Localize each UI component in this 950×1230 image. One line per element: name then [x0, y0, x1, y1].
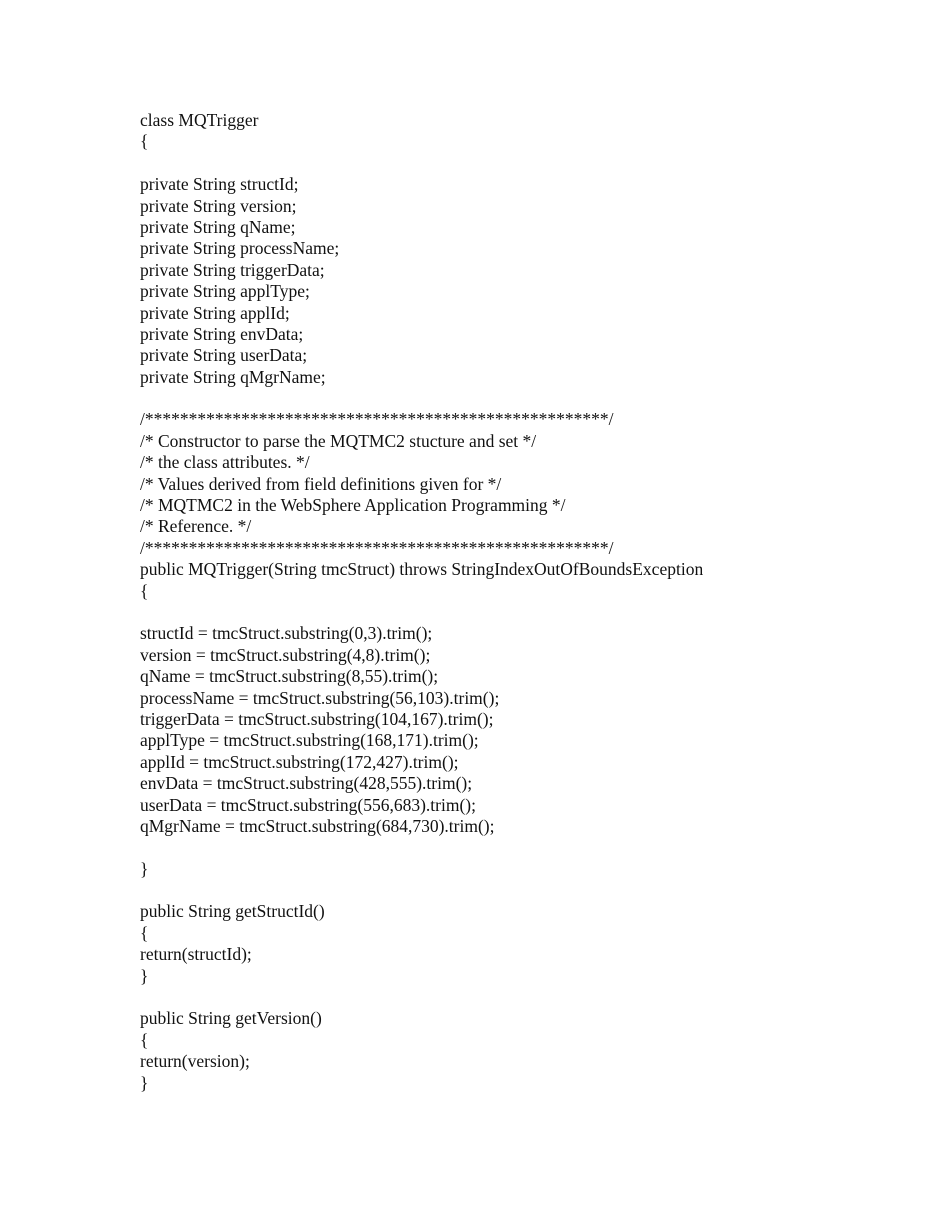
field-declaration: private String qName;: [140, 216, 296, 237]
class-declaration: class MQTrigger: [140, 110, 259, 130]
constructor-close-brace: }: [140, 858, 149, 879]
comment-line: /* MQTMC2 in the WebSphere Application Programming */: [140, 495, 566, 516]
field-declaration: private String version;: [140, 195, 297, 216]
blank-line: [140, 602, 920, 623]
field-declaration: private String userData;: [140, 345, 308, 366]
comment-line: /* the class attributes. */: [140, 452, 310, 473]
comment-border-top: /*****************************************************/: [140, 409, 614, 430]
method-open-brace: {: [140, 1029, 149, 1050]
comment-line: /* Constructor to parse the MQTMC2 stucture and set */: [140, 430, 537, 451]
constructor-statement: applType = tmcStruct.substring(168,171).trim();: [140, 730, 479, 751]
comment-line: /* Reference. */: [140, 516, 252, 537]
field-declaration: private String triggerData;: [140, 259, 325, 280]
field-declaration: private String structId;: [140, 174, 299, 195]
class-open-brace: {: [140, 131, 149, 152]
field-declaration: private String applId;: [140, 302, 290, 323]
constructor-statement: triggerData = tmcStruct.substring(104,167).trim();: [140, 708, 494, 729]
method-open-brace: {: [140, 922, 149, 943]
constructor-statement: applId = tmcStruct.substring(172,427).trim();: [140, 751, 459, 772]
method-body: return(version);: [140, 1051, 250, 1072]
constructor-signature: public MQTrigger(String tmcStruct) throws StringIndexOutOfBoundsException: [140, 559, 704, 580]
field-declaration: private String processName;: [140, 238, 340, 259]
field-declaration: private String qMgrName;: [140, 366, 326, 387]
code-listing: [140, 110, 920, 1094]
blank-line: [140, 388, 920, 409]
comment-line: /* Values derived from field definitions given for */: [140, 473, 502, 494]
field-declaration: private String envData;: [140, 323, 304, 344]
blank-line: [140, 987, 920, 1008]
constructor-statement: version = tmcStruct.substring(4,8).trim();: [140, 644, 431, 665]
constructor-statement: qMgrName = tmcStruct.substring(684,730).trim();: [140, 815, 495, 836]
constructor-statement: envData = tmcStruct.substring(428,555).trim();: [140, 773, 473, 794]
method-signature-getversion: public String getVersion(): [140, 1008, 322, 1029]
blank-line: [140, 837, 920, 858]
method-close-brace: }: [140, 1072, 149, 1093]
constructor-statement: structId = tmcStruct.substring(0,3).trim();: [140, 623, 433, 644]
constructor-statement: processName = tmcStruct.substring(56,103).trim();: [140, 687, 500, 708]
blank-line: [140, 880, 920, 901]
constructor-statement: qName = tmcStruct.substring(8,55).trim();: [140, 666, 439, 687]
blank-line: [140, 153, 920, 174]
method-signature-getstructid: public String getStructId(): [140, 901, 325, 922]
comment-border-bottom: /*****************************************************/: [140, 537, 614, 558]
method-body: return(structId);: [140, 944, 252, 965]
field-declaration: private String applType;: [140, 281, 310, 302]
constructor-open-brace: {: [140, 580, 149, 601]
method-close-brace: }: [140, 965, 149, 986]
constructor-statement: userData = tmcStruct.substring(556,683).trim();: [140, 794, 476, 815]
